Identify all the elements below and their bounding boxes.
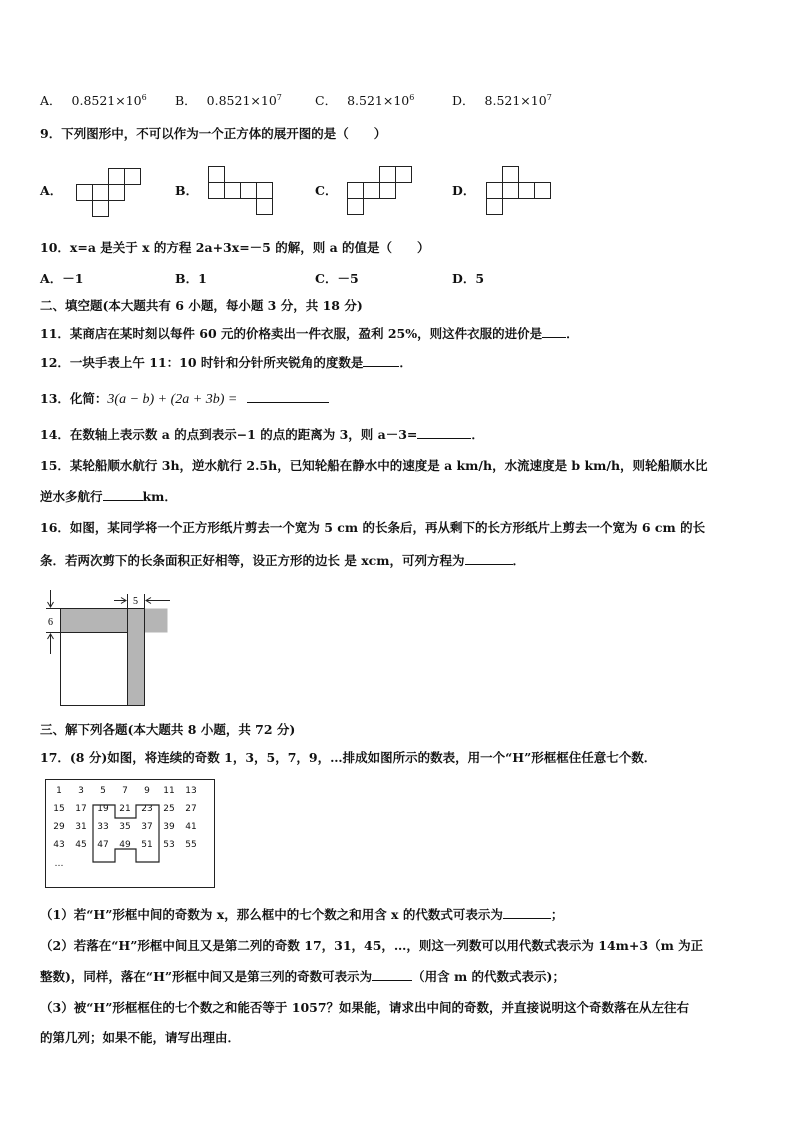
q8-option-b — [175, 90, 282, 109]
q17-part-2-text: 整数)，同样，落在“H”形框中间又是第三列的奇数可表示为 — [40, 969, 373, 984]
q9-net-d — [486, 166, 554, 218]
option-letter: D． — [452, 93, 475, 109]
section-3-heading: 三、解下列各题(本大题共 8 小题，共 72 分) — [40, 722, 296, 737]
table-cell: 9 — [144, 786, 150, 796]
table-cell: 49 — [119, 840, 131, 850]
answer-blank — [542, 325, 566, 338]
answer-blank — [417, 426, 471, 439]
table-cell: 55 — [185, 840, 197, 850]
option-letter: A． — [40, 93, 62, 109]
option-value: 8.521×10 — [484, 93, 547, 109]
table-cell: 51 — [141, 840, 153, 850]
table-cell: 45 — [75, 840, 87, 850]
q15-unit: km． — [142, 489, 177, 504]
q15-line1: 15．某轮船顺水航行 3h，逆水航行 2.5h，已知轮船在静水中的速度是 a km/h，水流速度是 b km/h，则轮船顺水比 — [40, 458, 708, 473]
q16-figure — [40, 588, 180, 710]
answer-blank — [372, 968, 412, 981]
q13 — [40, 390, 329, 408]
q10-stem: 10．x=a 是关于 x 的方程 2a+3x=－5 的解，则 a 的值是（ ） — [40, 240, 430, 255]
answer-blank — [503, 906, 551, 919]
q11: 11．某商店在某时刻以每件 60 元的价格卖出一件衣服，盈利 25%，则这件衣服的进价是 ． — [40, 326, 579, 341]
q14-text: 14．在数轴上表示数 a 的点到表示−1 的点的距离为 3，则 a－3= — [40, 427, 418, 442]
q17-part-3-line1: （3）被“H”形框框住的七个数之和能否等于 1057？如果能，请求出中间的奇数，并直接说明这个奇数落在从左往右 — [40, 1000, 690, 1015]
figure-label-5: 5 — [133, 596, 138, 607]
q8-option-a — [40, 90, 147, 109]
table-cell: 3 — [78, 786, 84, 796]
table-cell: 17 — [75, 804, 87, 814]
q10-option-b: B．1 — [175, 271, 207, 286]
table-cell: 19 — [97, 804, 109, 814]
answer-blank — [363, 354, 399, 367]
q13-text: 13．化简： — [40, 391, 108, 406]
q14: 14．在数轴上表示数 a 的点到表示−1 的点的距离为 3，则 a－3= ． — [40, 427, 484, 442]
table-cell: 53 — [163, 840, 175, 850]
q16-line1: 16．如图，某同学将一个正方形纸片剪去一个宽为 5 cm 的长条后，再从剩下的长方形纸片上剪去一个宽为 6 cm 的长 — [40, 520, 706, 535]
table-cell: 1 — [56, 786, 62, 796]
figure-label-6: 6 — [48, 617, 53, 628]
q9-option-d-letter: D． — [452, 183, 476, 198]
table-cell: 29 — [53, 822, 65, 832]
q9-stem: 9．下列图形中，不可以作为一个正方体的展开图的是（ ） — [40, 126, 387, 141]
option-value: 8.521×10 — [347, 93, 410, 109]
table-cell: 13 — [185, 786, 197, 796]
option-exponent: 7 — [276, 93, 282, 102]
q12-text: 12．一块手表上午 11：10 时针和分针所夹锐角的度数是 — [40, 355, 364, 370]
q9-net-a — [76, 168, 142, 218]
option-exponent: 6 — [409, 93, 415, 102]
answer-blank — [465, 552, 513, 565]
q16-line2: 条．若两次剪下的长条面积正好相等，设正方形的边长 是 xcm，可列方程为 ． — [40, 553, 526, 568]
h-frame — [46, 780, 214, 887]
table-cell: 39 — [163, 822, 175, 832]
table-cell: 37 — [141, 822, 153, 832]
q15-line2 — [40, 488, 177, 505]
option-letter: B． — [175, 93, 197, 109]
option-value: 0.8521×10 — [71, 93, 142, 109]
table-cell: 21 — [119, 804, 131, 814]
q9-option-c-letter: C． — [315, 183, 338, 198]
q17-part-2-line2 — [40, 968, 565, 985]
table-cell: 35 — [119, 822, 131, 832]
answer-blank — [103, 488, 143, 501]
q9-option-a-letter: A． — [40, 183, 63, 198]
q12: 12．一块手表上午 11：10 时针和分针所夹锐角的度数是 ． — [40, 355, 412, 370]
table-cell: 41 — [185, 822, 197, 832]
table-cell: 31 — [75, 822, 87, 832]
table-cell: 23 — [141, 804, 153, 814]
q16-text: 条．若两次剪下的长条面积正好相等，设正方形的边长 是 xcm，可列方程为 — [40, 553, 465, 568]
q17-part-2-suffix: （用含 m 的代数式表示)； — [412, 969, 565, 984]
cut-strip-6 — [61, 609, 168, 633]
q10-option-c: C．－5 — [315, 271, 359, 286]
q8-option-d — [452, 90, 552, 109]
q15-text: 逆水多航行 — [40, 489, 103, 504]
q8-option-c — [315, 90, 414, 109]
option-exponent: 6 — [141, 93, 147, 102]
table-cell: 43 — [53, 840, 65, 850]
table-cell: 25 — [163, 804, 175, 814]
section-2-heading: 二、填空题(本大题共有 6 小题，每小题 3 分，共 18 分) — [40, 298, 363, 313]
q9-net-b — [208, 166, 276, 218]
table-cell: 11 — [163, 786, 175, 796]
q13-expression: 3(a − b) + (2a + 3b) = — [107, 392, 238, 407]
table-cell: 7 — [122, 786, 128, 796]
q9-net-c — [347, 166, 415, 218]
option-letter: C． — [315, 93, 338, 109]
table-cell: 27 — [185, 804, 197, 814]
table-cell: 15 — [53, 804, 65, 814]
q11-text: 11．某商店在某时刻以每件 60 元的价格卖出一件衣服，盈利 25%，则这件衣服的进价是 — [40, 326, 543, 341]
q17-part-1: （1）若“H”形框中间的奇数为 x，那么框中的七个数之和用含 x 的代数式可表示为 ； — [40, 907, 564, 922]
table-cell: 33 — [97, 822, 109, 832]
option-value: 0.8521×10 — [206, 93, 277, 109]
q17-number-table — [45, 779, 215, 888]
q10-option-d: D．5 — [452, 271, 485, 286]
answer-blank — [247, 390, 329, 403]
table-cell: 47 — [97, 840, 109, 850]
table-cell: 5 — [100, 786, 106, 796]
table-cell: … — [54, 859, 64, 869]
cut-strip-5 — [128, 609, 145, 706]
q17-part-1-text: （1）若“H”形框中间的奇数为 x，那么框中的七个数之和用含 x 的代数式可表示为 — [40, 907, 503, 922]
option-exponent: 7 — [546, 93, 552, 102]
q17-part-3-line2: 的第几列；如果不能，请写出理由． — [40, 1030, 241, 1045]
q17-stem: 17．(8 分)如图，将连续的奇数 1，3，5，7，9，…排成如图所示的数表，用一个“H”形框框住任意七个数． — [40, 750, 657, 765]
q17-part-2-line1: （2）若落在“H”形框中间且又是第二列的奇数 17，31，45，…，则这一列数可以用代数式表示为 14m+3（m 为正 — [40, 938, 704, 953]
q10-option-a: A．－1 — [40, 271, 84, 286]
q9-option-b-letter: B． — [175, 183, 199, 198]
